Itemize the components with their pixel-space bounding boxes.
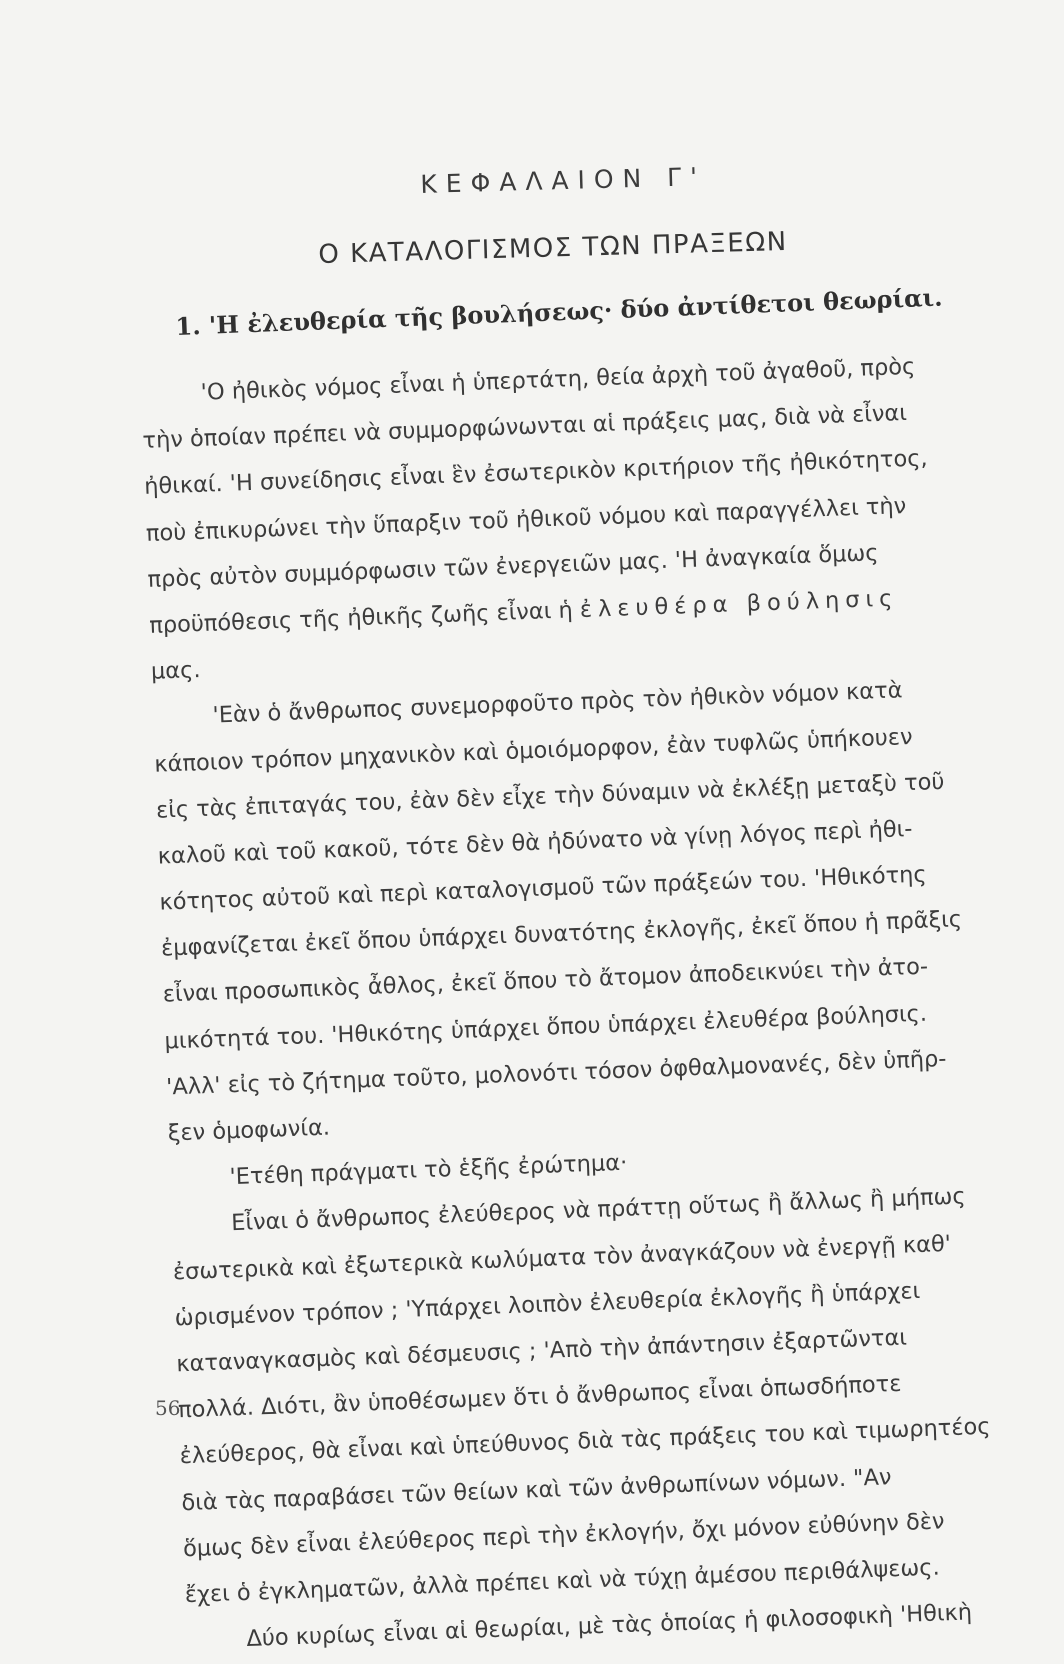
- text-line: μικότητά του. 'Ηθικότης ὑπάρχει ὅπου ὑπάρχει ἐλευθέρα βούλησις.: [164, 1000, 928, 1055]
- text-line: ποὺ ἐπικυρώνει τὴν ὕπαρξιν τοῦ ἠθικοῦ νόμου καὶ παραγγέλλει τὴν: [145, 492, 907, 547]
- text-line: κότητος αὐτοῦ καὶ περὶ καταλογισμοῦ τῶν πράξεών του. 'Ηθικότης: [158, 861, 928, 916]
- chapter-title: Ο ΚΑΤΑΛΟΓΙΣΜΟΣ ΤΩΝ ΠΡΑΞΕΩΝ: [318, 226, 788, 270]
- text-line: ἐλεύθερος, θὰ εἶναι καὶ ὑπεύθυνος διὰ τὰς πράξεις του καὶ τιμωρητέος: [179, 1413, 991, 1470]
- text-line: ὅμως δὲν εἶναι ἐλεύθερος περὶ τὴν ἐκλογήν, ὄχι μόνον εὐθύνην δὲν: [182, 1507, 945, 1562]
- text-line: πρὸς αὐτὸν συμμόρφωσιν τῶν ἐνεργειῶν μας. 'Η ἀναγκαία ὅμως: [147, 539, 879, 593]
- text-line: εἰς τὰς ἐπιταγάς του, ἐὰν δὲν εἶχε τὴν δύναμιν νὰ ἐκλέξῃ μεταξὺ τοῦ: [155, 768, 945, 824]
- page-number: 56: [155, 1396, 181, 1420]
- chapter-heading: ΚΕΦΑΛΑΙΟΝ Γ': [420, 162, 707, 199]
- text-line: ἐμφανίζεται ἐκεῖ ὅπου ὑπάρχει δυνατότης ἐκλογῆς, ἐκεῖ ὅπου ἡ πρᾶξις: [160, 906, 963, 962]
- text-line: ἐσωτερικὰ καὶ ἐξωτερικὰ κωλύματα τὸν ἀναγκάζουν νὰ ἐνεργῇ καθ': [172, 1230, 952, 1285]
- text-line: 'Ο ἠθικὸς νόμος εἶναι ἡ ὑπερτάτη, θεία ἀρχὴ τοῦ ἀγαθοῦ, πρὸς: [200, 353, 916, 406]
- text-line: κάποιον τρόπον μηχανικὸν καὶ ὁμοιόμορφον, ἐὰν τυφλῶς ὑπήκουεν: [153, 723, 913, 778]
- body-text: [140, 340, 1064, 1664]
- text-line: μας.: [150, 657, 201, 685]
- text-line: ξεν ὁμοφωνία.: [167, 1114, 331, 1147]
- text-line: διὰ τὰς παραβάσει τῶν θείων καὶ τῶν ἀνθρωπίνων νόμων. "Αν: [180, 1463, 892, 1516]
- text-line: τὴν ὁποίαν πρέπει νὰ συμμορφώνωνται αἱ πράξεις μας, διὰ νὰ εἶναι: [142, 400, 908, 455]
- text-line: 'Αλλ' εἰς τὸ ζήτημα τοῦτο, μολονότι τόσον ὀφθαλμονανές, δὲν ὑπῆρ-: [165, 1045, 947, 1101]
- text-line: 'Εὰν ὁ ἄνθρωπος συνεμορφοῦτο πρὸς τὸν ἠθικὸν νόμον κατὰ: [212, 677, 903, 729]
- section-heading: 1. 'Η ἐλευθερία τῆς βουλήσεως· δύο ἀντίθετοι θεωρίαι.: [175, 282, 943, 341]
- spaced-emphasis: ἐλευθέρα βούλησις: [579, 585, 899, 623]
- text-line: καταναγκασμὸς καὶ δέσμευσις ; 'Απὸ τὴν ἀπάντησιν ἐξαρτῶνται: [175, 1324, 908, 1378]
- text-line: 'Ετέθη πράγματι τὸ ἑξῆς ἐρώτημα·: [229, 1149, 628, 1191]
- text-line: ἠθικαί. 'Η συνείδησις εἶναι ἓν ἐσωτερικὸν κριτήριον τῆς ἠθικότητος,: [143, 445, 929, 501]
- text-line: Εἶναι ὁ ἄνθρωπος ἐλεύθερος νὰ πράττῃ οὕτως ἢ ἄλλως ἢ μήπως: [230, 1183, 967, 1237]
- text-line: καλοῦ καὶ τοῦ κακοῦ, τότε δὲν θὰ ἠδύνατο νὰ γίνῃ λόγος περὶ ἠθι-: [157, 815, 913, 870]
- text-line-start: προϋπόθεσις τῆς ἠθικῆς ζωῆς εἶναι ἡ: [148, 597, 574, 639]
- text-line: Δύο κυρίως εἶναι αἱ θεωρίαι, μὲ τὰς ὁποίας ἡ φιλοσοφικὴ 'Ηθικὴ: [246, 1599, 973, 1653]
- text-line: πολλά. Διότι, ἂν ὑποθέσωμεν ὅτι ὁ ἄνθρωπος εἶναι ὁπωσδήποτε: [177, 1370, 902, 1424]
- text-line: ἔχει ὁ ἐγκληματῶν, ἀλλὰ πρέπει καὶ νὰ τύχῃ ἀμέσου περιθάλψεως.: [184, 1554, 941, 1609]
- text-line: εἶναι προσωπικὸς ἆθλος, ἐκεῖ ὅπου τὸ ἄτομον ἀποδεικνύει τὴν ἀτο-: [162, 953, 929, 1009]
- text-line: ὡρισμένον τρόπον ; 'Υπάρχει λοιπὸν ἐλευθερία ἐκλογῆς ἢ ὑπάρχει: [174, 1277, 921, 1332]
